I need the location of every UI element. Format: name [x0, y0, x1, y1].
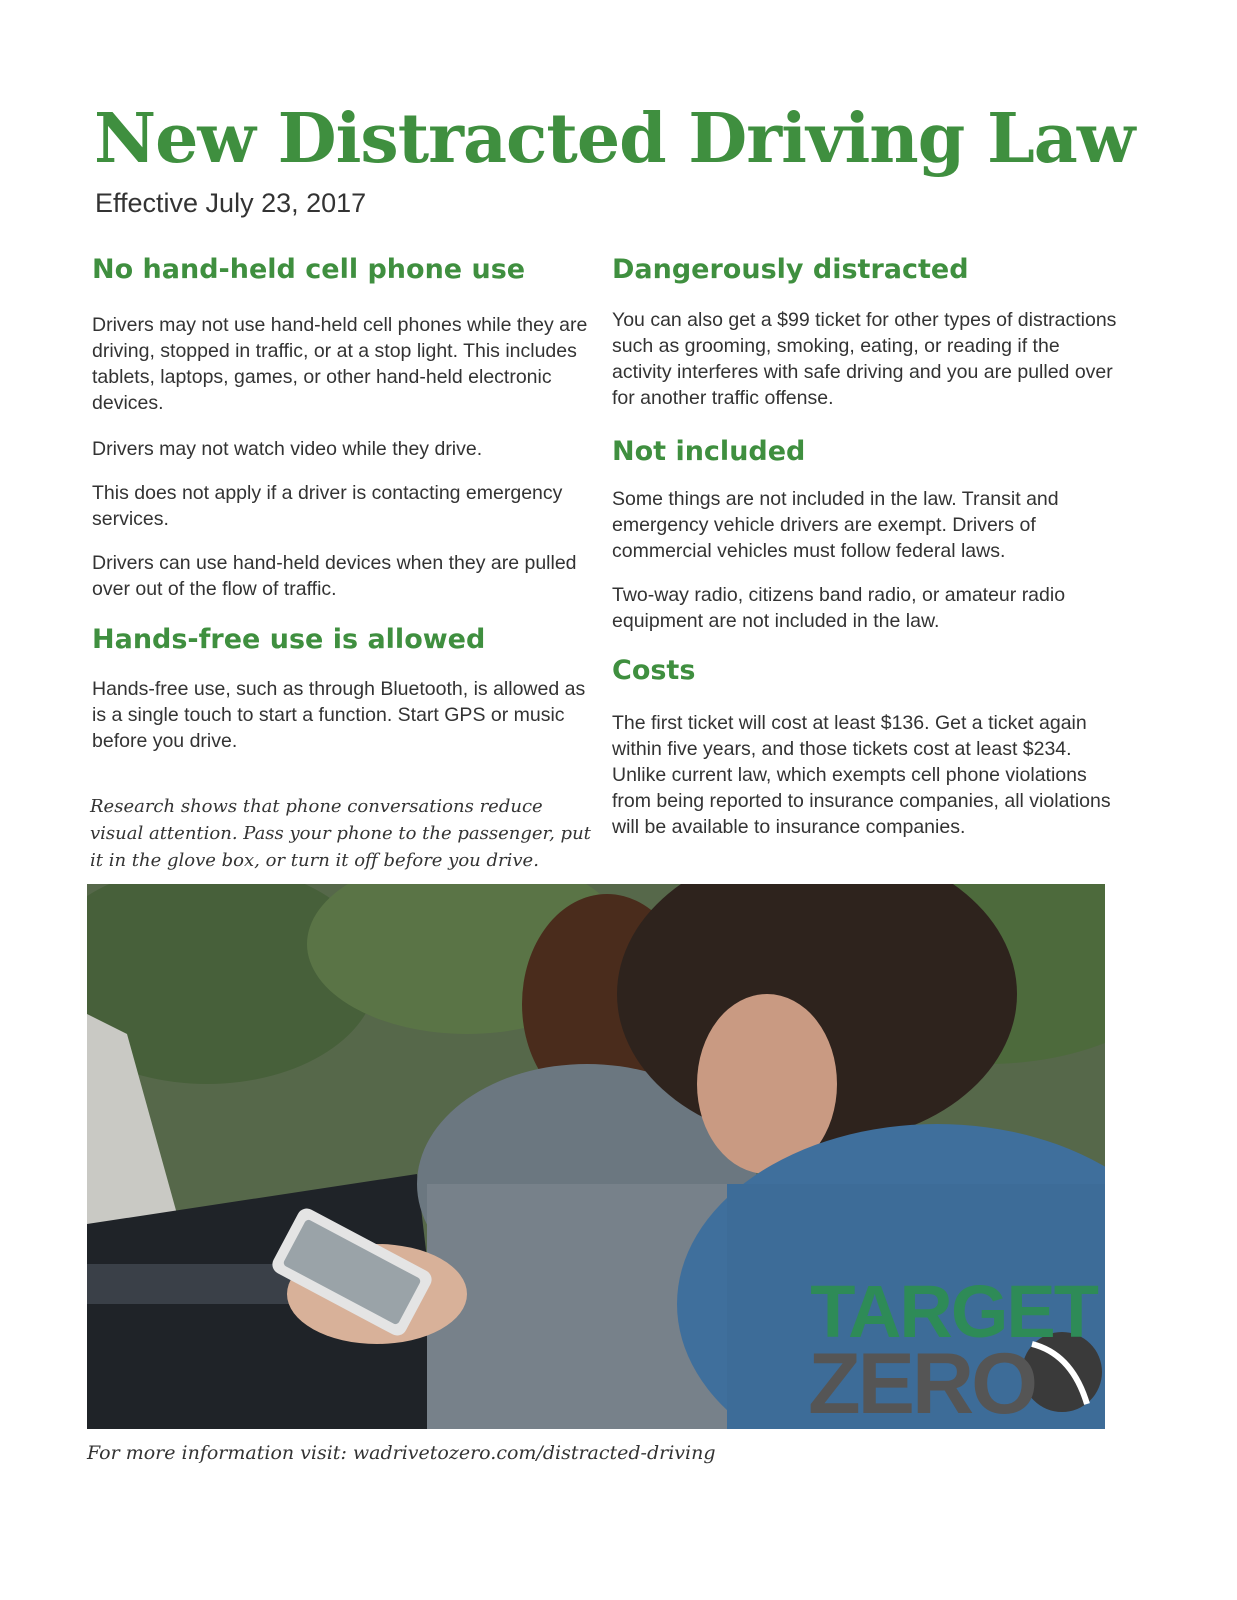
heading-no-handheld: No hand-held cell phone use [92, 254, 526, 285]
heading-hands-free: Hands-free use is allowed [92, 623, 486, 655]
research-note: Research shows that phone conversations reduce visual attention. Pass your phone to the passenger, put it in the glove box, or turn it off before you drive. [90, 796, 591, 871]
heading-costs: Costs [612, 655, 696, 687]
paragraph-radio-equipment: Two-way radio, citizens band radio, or amateur radio equipment are not included in the law. [612, 584, 1066, 633]
page-title: New Distracted Driving Law [94, 99, 1135, 179]
paragraph-emergency-exception: This does not apply if a driver is contacting emergency services. [92, 481, 563, 530]
right-column [612, 255, 1122, 840]
paragraph-no-video: Drivers may not watch video while they drive. [92, 437, 483, 460]
footer-more-info: For more information visit: wadrivetozero.com/distracted-driving [87, 1442, 716, 1464]
heading-dangerously-distracted: Dangerously distracted [612, 254, 969, 285]
paragraph-ticket-costs: The first ticket will cost at least $136. Get a ticket again within five years, and those tickets cost at least $234. Unlike current law, which exempts cell phone violations from being reported to insurance companies, all violations will be available to insurance companies. [612, 712, 1111, 839]
paragraph-exempt-drivers: Some things are not included in the law. Transit and emergency vehicle drivers are exempt. Drivers of commercial vehicles must follow federal laws. [612, 488, 1059, 563]
paragraph-other-distractions: You can also get a $99 ticket for other types of distractions such as grooming, smoking, eating, or reading if the activity interferes with safe driving and you are pulled over for another traffic offense. [612, 308, 1117, 409]
paragraph-pulled-over: Drivers can use hand-held devices when they are pulled over out of the flow of traffic. [92, 551, 577, 600]
left-column [92, 255, 602, 754]
heading-not-included: Not included [612, 435, 806, 467]
target-zero-logo-line1: TARGET [810, 1270, 1097, 1353]
paragraph-handheld-ban: Drivers may not use hand-held cell phones while they are driving, stopped in traffic, or at a stop light. This includes tablets, laptops, games, or other hand-held electronic devices. [92, 313, 588, 414]
paragraph-hands-free: Hands-free use, such as through Bluetooth, is allowed as is a single touch to start a function. Start GPS or music before you drive. [92, 678, 586, 753]
driver-phone-photo [87, 884, 1105, 1429]
target-zero-logo-line2: ZERO [808, 1336, 1035, 1429]
effective-date: Effective July 23, 2017 [95, 188, 367, 218]
